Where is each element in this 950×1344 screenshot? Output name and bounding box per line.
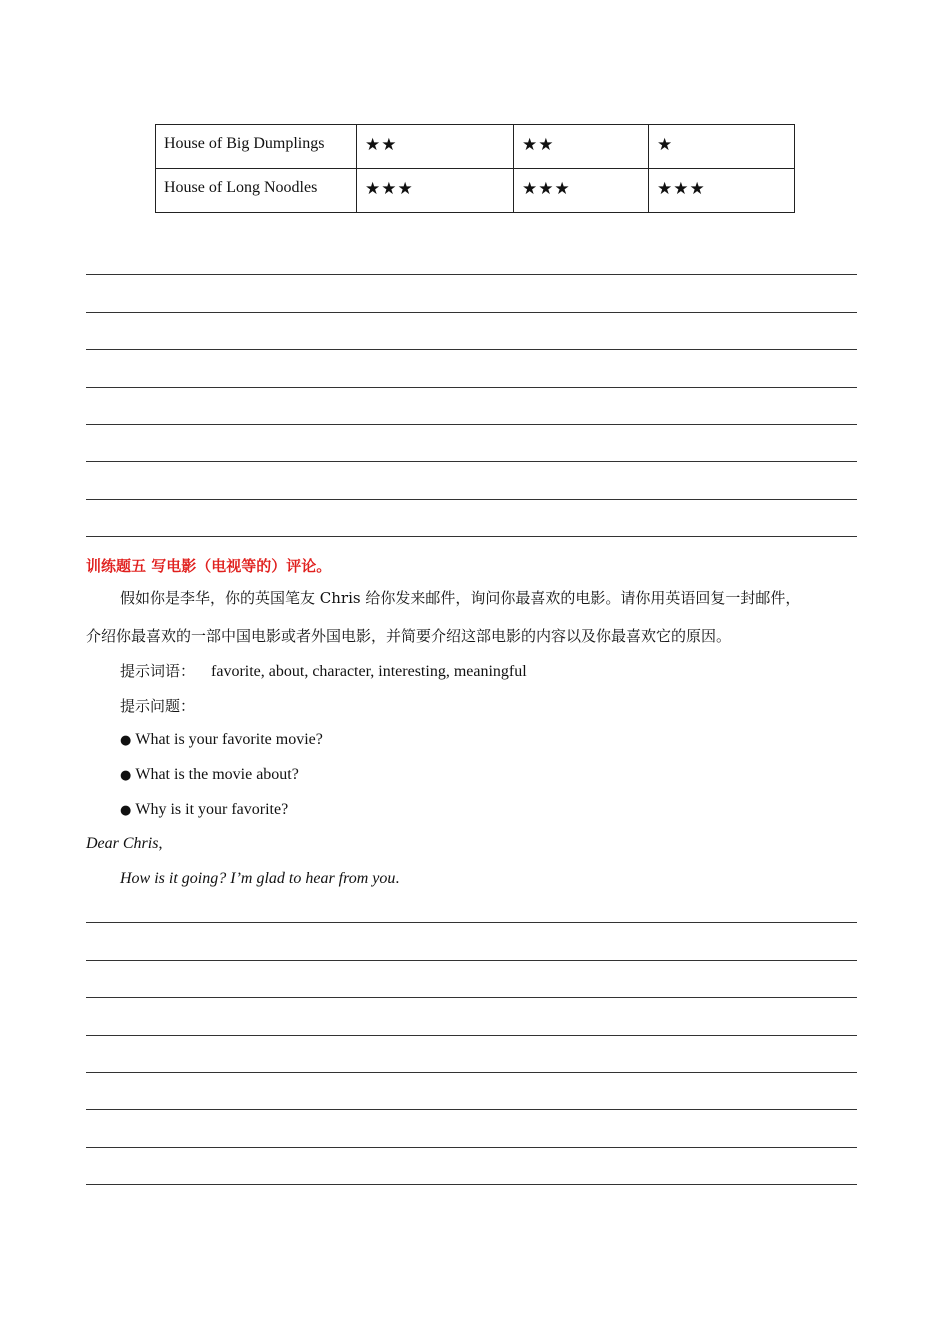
writing-line[interactable] [86, 313, 857, 350]
star-rating: ★ [649, 125, 795, 169]
table-row [156, 125, 795, 169]
table-row [156, 169, 795, 213]
writing-lines-lower [86, 886, 857, 1185]
opening-period: . [395, 870, 400, 887]
greeting-name: Dear Chris [86, 835, 159, 852]
hint-words-list: favorite, about, character, interesting, meaningful [211, 663, 527, 680]
star-rating: ★★ [357, 125, 514, 169]
hint-question [120, 765, 299, 786]
star-rating: ★★★ [357, 169, 514, 213]
writing-line[interactable] [86, 1110, 857, 1147]
prompt-line: 假如你是李华，你的英国笔友 Chris 给你发来邮件，询问你最喜欢的电影。请你用英语回复一封邮件， [120, 589, 801, 607]
writing-line[interactable] [86, 350, 857, 387]
question-text: What is the movie about? [135, 766, 299, 783]
question-text: What is your favorite movie? [135, 731, 323, 748]
bullet-icon: ● [120, 803, 132, 818]
ratings-table [155, 124, 795, 213]
bullet-icon: ● [120, 733, 132, 748]
opening-text: How is it going? I’m glad to hear from you [120, 870, 396, 887]
writing-line[interactable] [86, 998, 857, 1035]
star-rating: ★★★ [649, 169, 795, 213]
star-rating: ★★★ [514, 169, 649, 213]
exercise-title: 训练题五 写电影（电视等的）评论。 [86, 557, 332, 575]
greeting-comma: , [158, 835, 163, 852]
writing-line[interactable] [86, 238, 857, 275]
writing-line[interactable] [86, 275, 857, 312]
star-rating: ★★ [514, 125, 649, 169]
prompt-line: 介绍你最喜欢的一部中国电影或者外国电影，并简要介绍这部电影的内容以及你最喜欢它的原因。 [86, 627, 732, 645]
writing-line[interactable] [86, 388, 857, 425]
writing-line[interactable] [86, 923, 857, 960]
hint-question [120, 730, 323, 751]
writing-line[interactable] [86, 1073, 857, 1110]
writing-line[interactable] [86, 1148, 857, 1185]
writing-line[interactable] [86, 462, 857, 499]
writing-line[interactable] [86, 500, 857, 537]
writing-line[interactable] [86, 961, 857, 998]
bullet-icon: ● [120, 768, 132, 783]
hint-words [120, 661, 527, 682]
restaurant-name: House of Big Dumplings [156, 125, 357, 169]
writing-line[interactable] [86, 425, 857, 462]
restaurant-name: House of Long Noodles [156, 169, 357, 213]
hint-words-label: 提示词语： [120, 662, 196, 680]
hint-questions-label: 提示问题： [120, 697, 196, 715]
writing-line[interactable] [86, 886, 857, 923]
hint-question [120, 800, 288, 821]
question-text: Why is it your favorite? [135, 801, 289, 818]
writing-line[interactable] [86, 1036, 857, 1073]
writing-lines-upper [86, 238, 857, 537]
letter-greeting [86, 834, 162, 854]
